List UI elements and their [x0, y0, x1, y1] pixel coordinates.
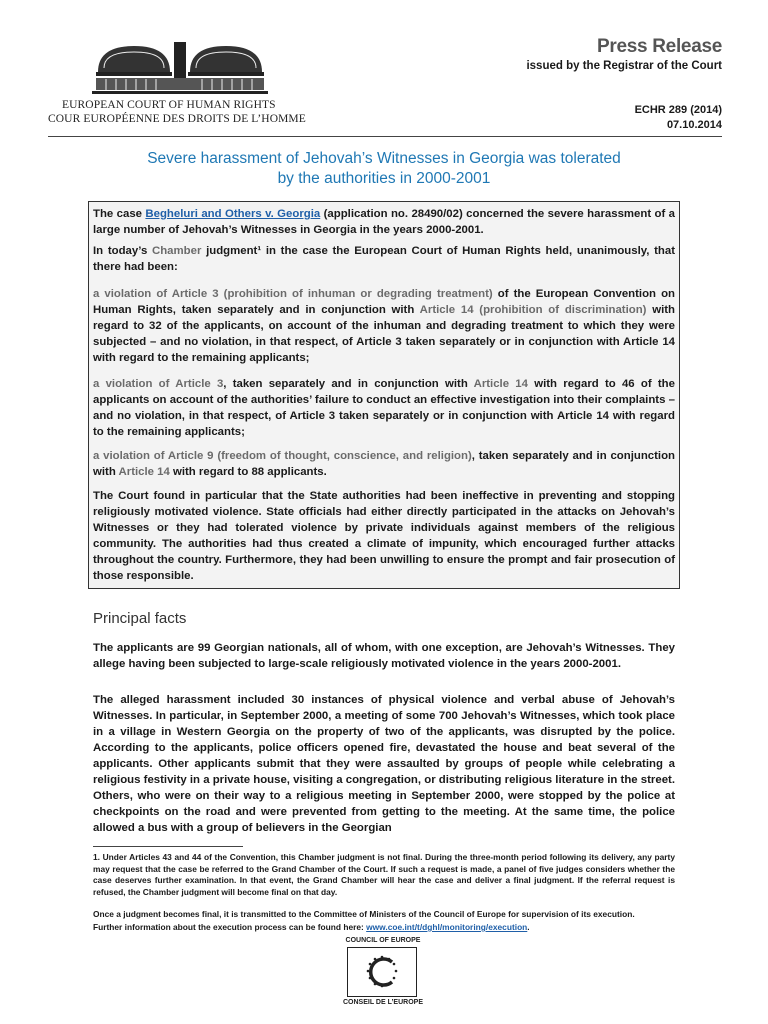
footnote-execution: Once a judgment becomes final, it is transmitted to the Committee of Ministers of the Council of Europe for supervision of its execution.	[93, 909, 635, 919]
facts-paragraph-1: The applicants are 99 Georgian nationals, all of whom, with one exception, are Jehovah’s Witnesses. They allege having been subjected to large-scale religiously motivated violence in the years 2000-2001.	[93, 642, 675, 670]
summary-paragraph-judgment: In today’s Chamber judgment¹ in the case the European Court of Human Rights held, unanimously, that there had been:	[93, 245, 675, 273]
reference-number: ECHR 289 (2014)	[634, 104, 722, 116]
coe-logo	[347, 947, 417, 997]
summary-paragraph-investigation: a violation of Article 3, taken separately and in conjunction with Article 14 with regard to 46 of the applicants on account of the authorities’ failure to conduct an effective investigation into their complaints – and no violation, in that respect, of Article 3 taken separately or in conjunction with Article 14 with regard to the remaining applicants;	[93, 378, 675, 438]
coe-emblem-icon	[348, 948, 416, 996]
summary-paragraph-article-9: a violation of Article 9 (freedom of thought, conscience, and religion), taken separately and in conjunction with Article 14 with regard to 88 applicants.	[93, 450, 676, 478]
court-building-icon	[92, 38, 268, 96]
coe-name-en: COUNCIL OF EUROPE	[345, 937, 421, 944]
issued-by: issued by the Registrar of the Court	[526, 60, 722, 72]
coe-name-fr: CONSEIL DE L’EUROPE	[343, 999, 423, 1006]
court-name-en: EUROPEAN COURT OF HUMAN RIGHTS	[62, 99, 276, 111]
summary-paragraph-findings: The Court found in particular that the State authorities had been ineffective in preventing and stopping religiously motivated violence. State officials had either directly participated in the attacks on Jehovah’s Witnesses or they had tolerated violence by private individuals against members of the religious community. The authorities had thus created a climate of impunity, which encouraged further attacks throughout the country. Furthermore, they had been unwilling to ensure the prompt and fair prosecution of those responsible.	[93, 490, 675, 582]
headline-line-1: Severe harassment of Jehovah’s Witnesses in Georgia was tolerated	[147, 150, 621, 167]
release-date: 07.10.2014	[666, 119, 722, 131]
execution-link[interactable]: www.coe.int/t/dghl/monitoring/execution	[366, 922, 528, 932]
footnote-1: 1. Under Articles 43 and 44 of the Convention, this Chamber judgment is not final. During the three-month period following its delivery, any party may request that the case be referred to the Grand Chamber of the Court. If such a request is made, a panel of five judges considers whether the case deserves further examination. In that event, the Grand Chamber will hear the case and deliver a final judgment. If the referral request is refused, the Chamber judgment will become final on that day.	[93, 852, 675, 897]
headline-line-2: by the authorities in 2000-2001	[277, 170, 491, 187]
court-logo	[62, 38, 302, 96]
court-name-fr: COUR EUROPÉENNE DES DROITS DE L’HOMME	[48, 113, 306, 125]
principal-facts-heading: Principal facts	[93, 610, 187, 627]
header-divider	[48, 136, 722, 137]
summary-box	[88, 201, 680, 589]
case-link[interactable]: Begheluri and Others v. Georgia	[145, 208, 321, 220]
summary-paragraph-article-3: a violation of Article 3 (prohibition of inhuman or degrading treatment) of the European Convention on Human Rights, taken separately and in conjunction with Article 14 (prohibition of discrimination) with regard to 32 of the applicants, on account of the inhuman and degrading treatment to which they were subjected – and no violation, in that respect, of Article 3 taken separately or in conjunction with Article 14 with regard to the remaining applicants;	[93, 288, 676, 364]
summary-paragraph-case: The case Begheluri and Others v. Georgia (application no. 28490/02) concerned the severe harassment of a large number of Jehovah’s Witnesses in Georgia in the years 2000-2001.	[93, 208, 676, 236]
facts-paragraph-2: The alleged harassment included 30 instances of physical violence and verbal abuse of Jehovah’s Witnesses. In particular, in September 2000, a meeting of some 700 Jehovah’s Witnesses, which took place in a village in Western Georgia on the property of two of the applicants, was disrupted by the police. According to the applicants, police officers opened fire, devastated the house and beat several of the applicants. Other applicants submit that they were assaulted by groups of people while celebrating a religious festivity in a private house, visiting a congregation, or distributing religious literature in the street. Others, who were on their way to a religious meeting in September 2000, were stopped by the police at checkpoints on the road and were prevented from getting to the meeting. At the same time, the police allowed a bus with a group of believers in the Georgian	[93, 694, 675, 834]
press-release-title: Press Release	[597, 36, 722, 57]
footnote-further-info: Further information about the execution process can be found here: www.coe.int/t/dghl/monitoring/execution.	[93, 922, 530, 932]
footnote-divider	[93, 846, 243, 847]
